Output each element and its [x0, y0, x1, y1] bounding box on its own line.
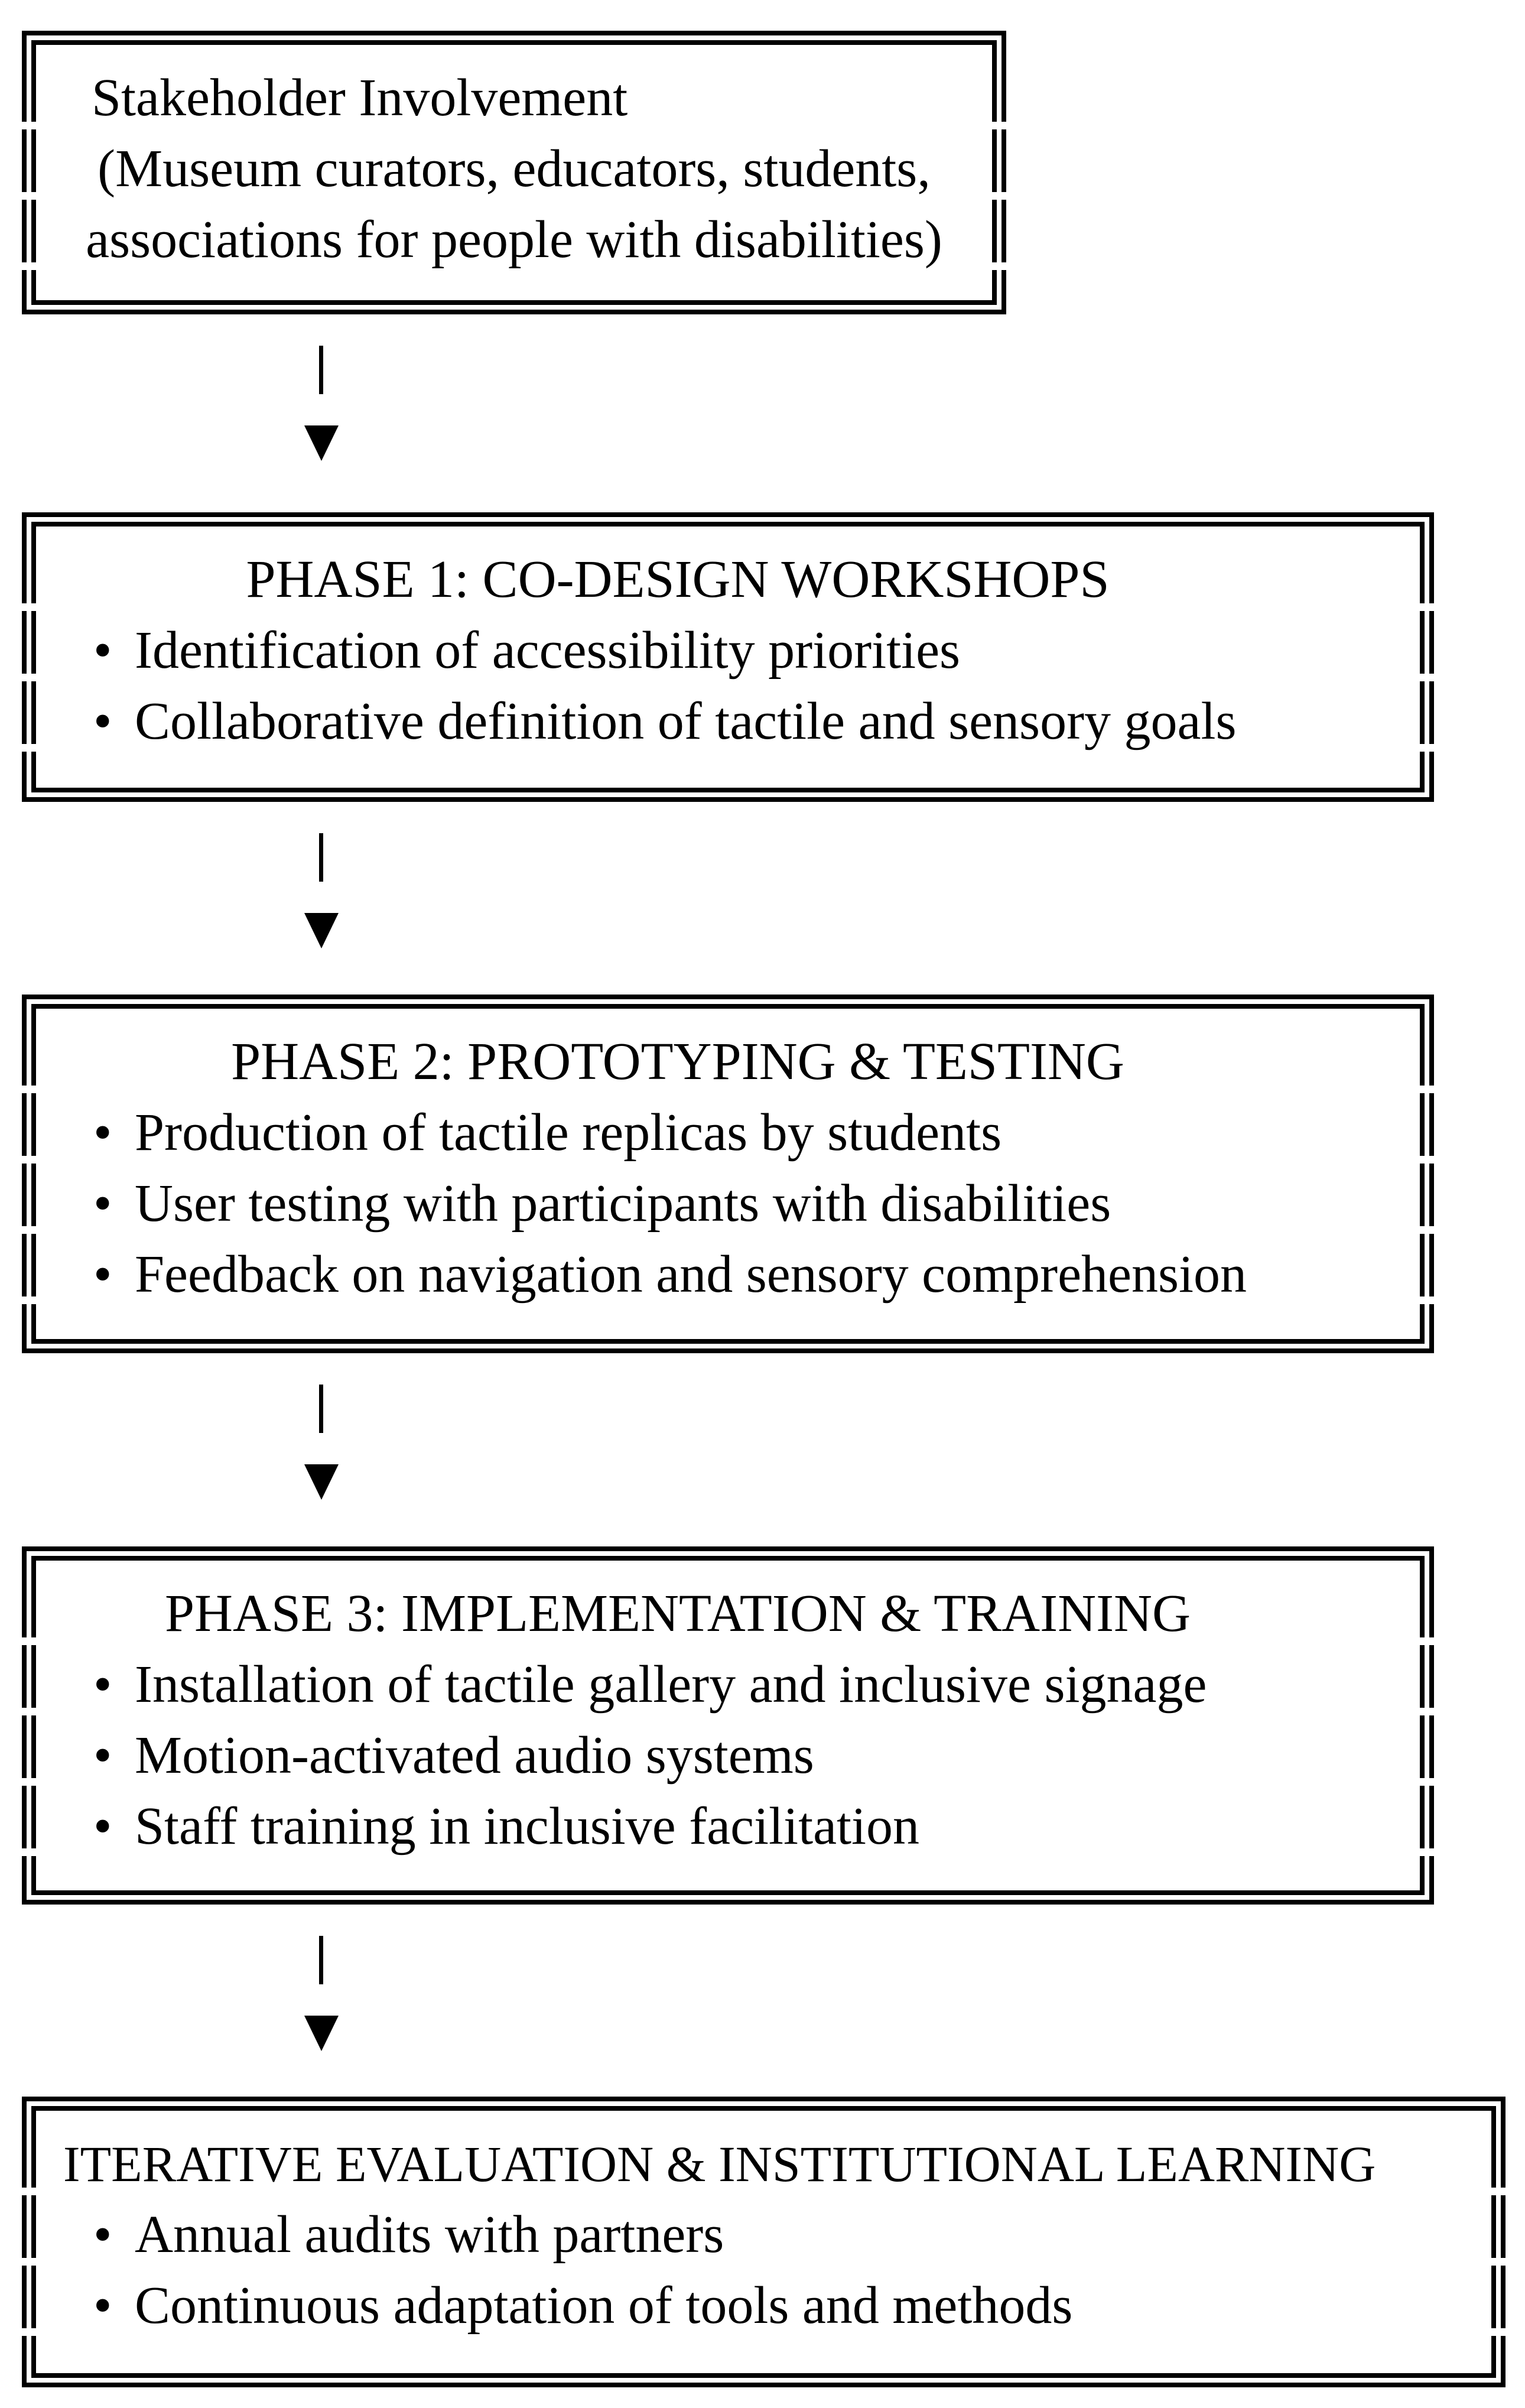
bullet-item [36, 1097, 1420, 1168]
bullet-text: Staff training in inclusive facilitation [135, 1797, 920, 1855]
bullet-text: Feedback on navigation and sensory comprehension [135, 1245, 1247, 1304]
border-notch-overlay [1420, 1023, 1434, 1325]
node-line: associations for people with disabilities) [86, 210, 942, 269]
node-phase-3 [22, 1546, 1434, 1905]
border-notch-overlay [1491, 2125, 1506, 2359]
bullet-icon: • [93, 1103, 112, 1162]
bullet-text: Continuous adaptation of tools and methods [135, 2276, 1073, 2335]
border-notch-overlay [992, 59, 1006, 286]
node-title: ITERATIVE EVALUATION & INSTITUTIONAL LEARNING [63, 2136, 1376, 2192]
bullet-text: Collaborative definition of tactile and sensory goals [135, 692, 1237, 750]
node-line: Stakeholder Involvement [92, 69, 628, 127]
bullet-text: Identification of accessibility priorities [135, 621, 961, 680]
connector-line [319, 833, 323, 882]
node-title: PHASE 1: CO-DESIGN WORKSHOPS [246, 550, 1110, 609]
node-line: (Museum curators, educators, students, [97, 139, 931, 198]
node-iterative-evaluation [22, 2097, 1506, 2387]
arrowhead-down-icon [304, 913, 339, 948]
bullet-text: Installation of tactile gallery and inclusive signage [135, 1655, 1207, 1714]
node-stakeholder-involvement [22, 31, 1006, 314]
bullet-item [36, 686, 1420, 757]
arrowhead-down-icon [304, 2016, 339, 2051]
bullet-icon: • [93, 2276, 112, 2335]
bullet-text: Annual audits with partners [135, 2205, 724, 2264]
node-phase-2 [22, 995, 1434, 1353]
bullet-icon: • [93, 1174, 112, 1233]
border-notch-overlay [1420, 541, 1434, 774]
border-notch-overlay [22, 541, 36, 774]
bullet-item [36, 615, 1420, 686]
border-notch-overlay [22, 59, 36, 286]
arrowhead-down-icon [304, 1464, 339, 1500]
bullet-icon: • [93, 692, 112, 750]
connector-line [319, 346, 323, 394]
border-notch-overlay [1420, 1575, 1434, 1876]
node-title: PHASE 3: IMPLEMENTATION & TRAINING [164, 1584, 1191, 1643]
bullet-icon: • [93, 1655, 112, 1714]
arrowhead-down-icon [304, 425, 339, 461]
bullet-item [36, 1168, 1420, 1239]
bullet-text: Production of tactile replicas by students [135, 1103, 1002, 1162]
bullet-item [36, 2199, 1491, 2270]
bullet-icon: • [93, 1797, 112, 1855]
bullet-text: Motion-activated audio systems [135, 1726, 814, 1785]
connector-line [319, 1385, 323, 1433]
bullet-item [36, 1649, 1420, 1720]
bullet-item [36, 2270, 1491, 2341]
bullet-text: User testing with participants with disabilities [135, 1174, 1111, 1233]
connector-line [319, 1936, 323, 1984]
bullet-icon: • [93, 1245, 112, 1304]
node-phase-1 [22, 512, 1434, 802]
bullet-item [36, 1239, 1420, 1310]
border-notch-overlay [22, 2125, 36, 2359]
border-notch-overlay [22, 1023, 36, 1325]
bullet-item [36, 1791, 1420, 1862]
bullet-icon: • [93, 2205, 112, 2264]
bullet-icon: • [93, 1726, 112, 1785]
border-notch-overlay [22, 1575, 36, 1876]
bullet-icon: • [93, 621, 112, 680]
node-title: PHASE 2: PROTOTYPING & TESTING [231, 1032, 1124, 1091]
bullet-item [36, 1720, 1420, 1791]
